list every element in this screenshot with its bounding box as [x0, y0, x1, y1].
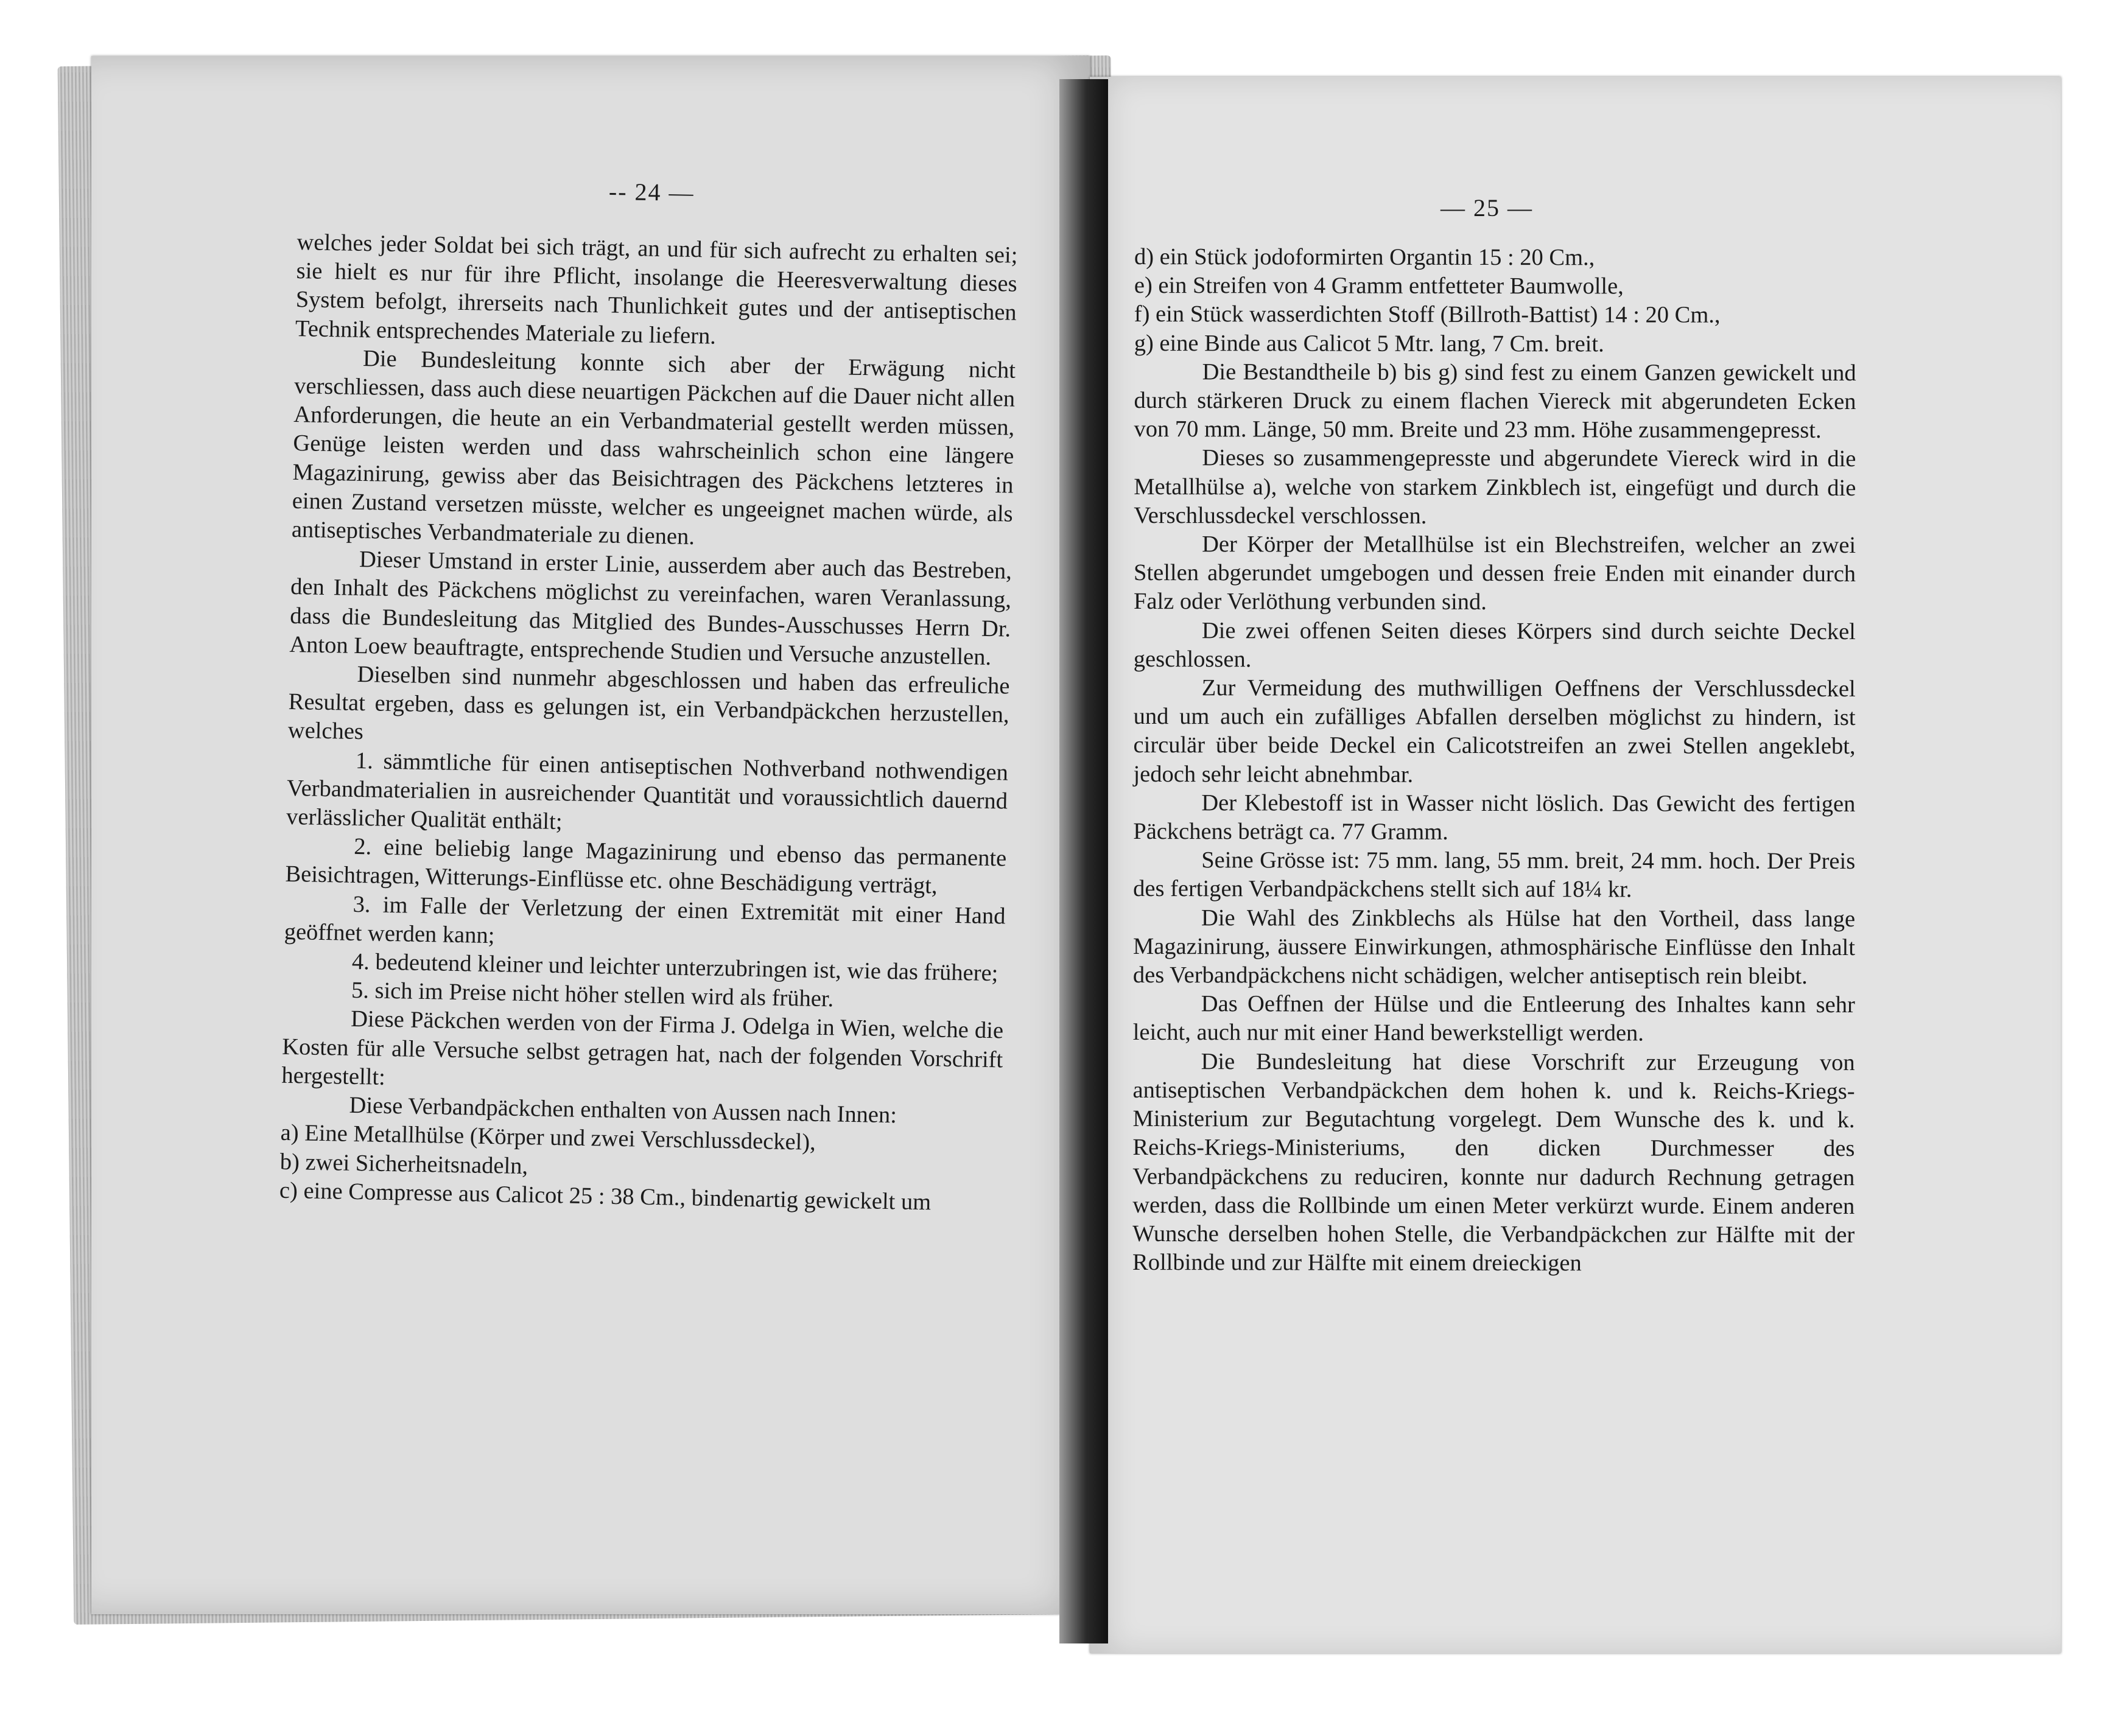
- list-item: 3. im Falle der Verletzung der einen Extremität mit einer Hand geöffnet werden kann;: [284, 891, 1006, 949]
- right-page-text: [1132, 243, 1856, 1278]
- paragraph: Der Körper der Metallhülse ist ein Blechstreifen, welcher an zwei Stellen abgerundet umgebogen und dessen freie Enden mit einander durch Falz oder Verlöthung verbunden sind.: [1133, 531, 1856, 615]
- paragraph: Die Bundesleitung hat diese Vorschrift zur Erzeugung von antiseptischen Verbandpäckchen dem hohen k. und k. Reichs-Kriegs-Ministerium zur Begutachtung vorgelegt. Dem Wunsche des k. und k. Reichs-Kriegs-Ministeriums, den dicken Durchmesser des Verbandpäckchens zu reduciren, konnte nur dadurch Rechnung getragen werden, dass die Rollbinde um einen Meter verkürzt wurde. Einem anderen Wunsche derselben hohen Stelle, die Verbandpäckchen zur Hälfte mit der Rollbinde und zur Hälfte mit einem dreieckigen: [1132, 1048, 1855, 1276]
- paragraph: Dieselben sind nunmehr abgeschlossen und haben das erfreuliche Resultat ergeben, dass es gelungen ist, ein Verbandpäckchen herzustellen, welches: [287, 661, 1010, 745]
- list-item: f) ein Stück wasserdichten Stoff (Billroth-Battist) 14 : 20 Cm.,: [1134, 301, 1721, 329]
- paragraph: Die zwei offenen Seiten dieses Körpers sind durch seichte Deckel geschlossen.: [1133, 617, 1856, 673]
- paragraph: Dieser Umstand in erster Linie, ausserdem aber auch das Bestreben, den Inhalt des Päckchens möglichst zu vereinfachen, waren Veranlassung, dass die Bundesleitung das Mitglied des Bundes-Ausschusses Herrn Dr. Anton Loew beauftragte, entsprechende Studien und Versuche anzustellen.: [289, 547, 1012, 670]
- paragraph: Der Klebestoff ist in Wasser nicht löslich. Das Gewicht des fertigen Päckchens beträgt ca. 77 Gramm.: [1133, 790, 1856, 845]
- list-item: g) eine Binde aus Calicot 5 Mtr. lang, 7 Cm. breit.: [1134, 330, 1604, 357]
- book-spine: [1059, 79, 1108, 1643]
- list-item: 5. sich im Preise nicht höher stellen wird als früher.: [351, 978, 834, 1012]
- right-page-number: — 25 —: [1440, 194, 1533, 222]
- paragraph: Diese Päckchen werden von der Firma J. Odelga in Wien, welche die Kosten für alle Versuche selbst getragen hat, nach der folgenden Vorschrift hergestellt:: [281, 1006, 1004, 1090]
- paragraph: Die Wahl des Zinkblechs als Hülse hat den Vortheil, dass lange Magazinirung, äussere Einwirkungen, athmosphärische Einflüsse den Inhalt des Verbandpäckchens nicht schädigen, welcher antiseptisch rein bleibt.: [1132, 905, 1856, 990]
- paragraph: Seine Grösse ist: 75 mm. lang, 55 mm. breit, 24 mm. hoch. Der Preis des fertigen Verbandpäckchens stellt sich auf 18¼ kr.: [1133, 847, 1856, 903]
- list-item: c) eine Compresse aus Calicot 25 : 38 Cm., bindenartig gewickelt um: [279, 1177, 932, 1216]
- list-item: 4. bedeutend kleiner und leichter unterzubringen ist, wie das frühere;: [351, 948, 998, 987]
- paragraph: Das Oeffnen der Hülse und die Entleerung des Inhaltes kann sehr leicht, auch nur mit einer Hand bewerkstelligt werden.: [1132, 991, 1855, 1046]
- left-page-number: -- 24 —: [608, 177, 695, 207]
- paragraph: Diese Verbandpäckchen enthalten von Aussen nach Innen:: [349, 1092, 897, 1129]
- list-item: d) ein Stück jodoformirten Organtin 15 : 20 Cm.,: [1134, 244, 1595, 271]
- list-item: 1. sämmtliche für einen antiseptischen Nothverband nothwendigen Verbandmaterialien in ausreichender Quantität und voraussichtlich dauernd verlässlicher Qualität enthält;: [286, 747, 1009, 835]
- paragraph: Die Bundesleitung konnte sich aber der Erwägung nicht verschliessen, dass auch diese neuartigen Päckchen auf die Dauer nicht allen Anforderungen, die heute an ein Verbandmaterial gestellt werden müssen, Genüge leisten werden und dass wahrscheinlich schon eine längere Magazinirung, gewiss aber das Beisichtragen des Päckchens letzteres in einen Zustand versetzen müsste, welcher es ungeeignet machen würde, als antiseptisches Verbandmateriale zu dienen.: [291, 345, 1016, 550]
- list-item: a) Eine Metallhülse (Körper und zwei Verschlussdeckel),: [280, 1120, 816, 1156]
- left-page-text: [279, 228, 1018, 1218]
- paragraph: Die Bestandtheile b) bis g) sind fest zu einem Ganzen gewickelt und durch stärkeren Druck zu einem flachen Viereck mit abgerundeten Ecken von 70 mm. Länge, 50 mm. Breite und 23 mm. Höhe zusammengepresst.: [1134, 359, 1856, 444]
- paragraph: welches jeder Soldat bei sich trägt, an und für sich aufrecht zu erhalten sei; sie hielt es nur für ihre Pflicht, insolange die Heeresverwaltung dieses System befolgt, ihrerseits nach Thunlichkeit gutes und der antiseptischen Technik entsprechendes Materiale zu liefern.: [295, 229, 1018, 349]
- list-item: b) zwei Sicherheitsnadeln,: [279, 1149, 528, 1179]
- list-item: 2. eine beliebig lange Magazinirung und ebenso das permanente Beisichtragen, Witterungs-Einflüsse etc. ohne Beschädigung verträgt,: [285, 834, 1007, 899]
- paragraph: Zur Vermeidung des muthwilligen Oeffnens der Verschlussdeckel und um auch ein zufälliges Abfallen derselben möglichst zu hindern, ist circulär über beide Deckel ein Calicotstreifen an zwei Stellen angeklebt, jedoch sehr leicht abnehmbar.: [1133, 675, 1856, 788]
- paragraph: Dieses so zusammengepresste und abgerundete Viereck wird in die Metallhülse a), welche von starkem Zinkblech ist, eingefügt und durch die Verschlussdeckel verschlossen.: [1134, 445, 1856, 529]
- list-item: e) ein Streifen von 4 Gramm entfetteter Baumwolle,: [1134, 273, 1624, 299]
